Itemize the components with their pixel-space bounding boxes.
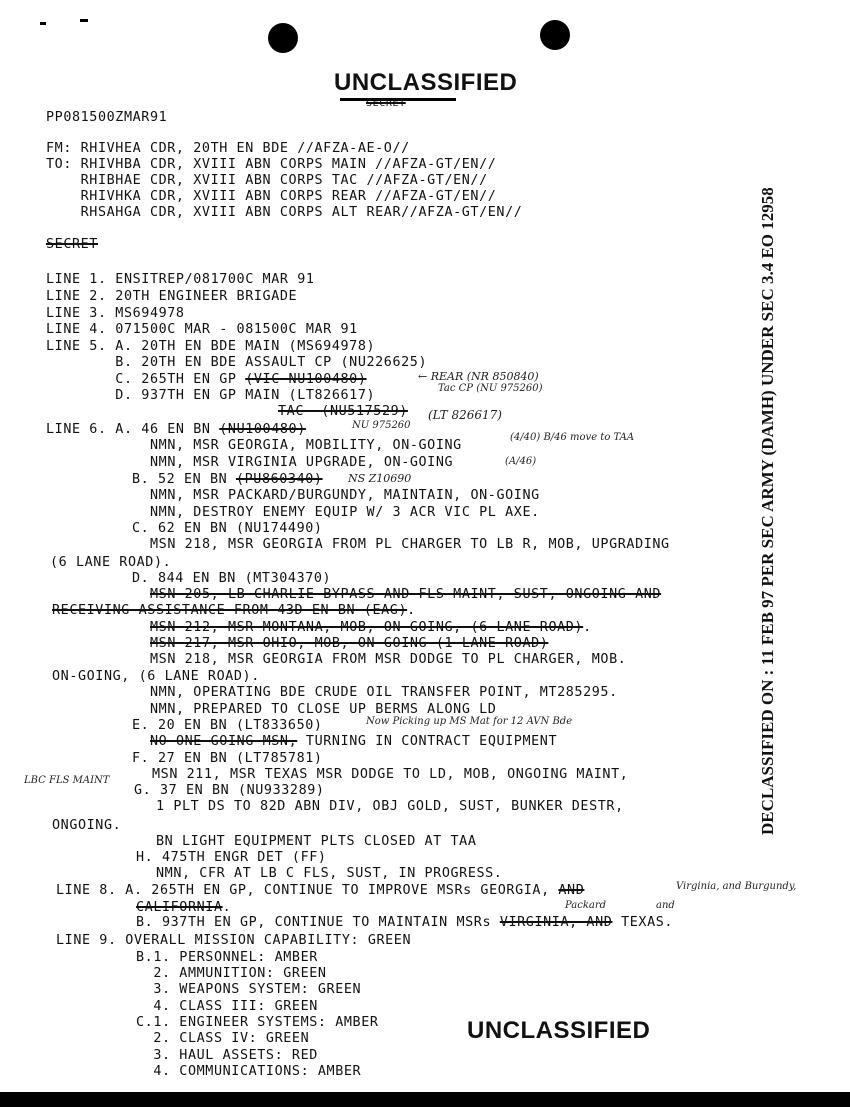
from-line: FM: RHIVHEA CDR, 20TH EN BDE //AFZA-AE-O// <box>46 141 410 156</box>
handwritten-note: NS Z10690 <box>348 472 412 485</box>
capability-item: 4. COMMUNICATIONS: AMBER <box>136 1064 362 1079</box>
line-6e-item: NO ONE GOING MSN, TURNING IN CONTRACT EQUIPMENT <box>150 734 558 749</box>
capability-item: B.1. PERSONNEL: AMBER <box>136 950 318 965</box>
handwritten-note: Tac CP (NU 975260) <box>438 383 543 394</box>
handwritten-note: (4/40) B/46 move to TAA <box>510 432 635 443</box>
line-6f: F. 27 EN BN (LT785781) <box>132 751 323 766</box>
line-6d-struck: RECEIVING ASSISTANCE FROM 43D EN BN (EAG). <box>52 603 416 618</box>
capability-item: 4. CLASS III: GREEN <box>136 999 318 1014</box>
line-6a-item: NMN, MSR GEORGIA, MOBILITY, ON-GOING <box>150 438 462 453</box>
line-6g-item: ONGOING. <box>52 818 122 833</box>
to-line: TO: RHIVHBA CDR, XVIII ABN CORPS MAIN //AFZA-GT/EN// <box>46 157 497 172</box>
line-6c: C. 62 EN BN (NU174490) <box>132 521 323 536</box>
capability-item: 2. AMMUNITION: GREEN <box>136 966 327 981</box>
struck-classification: SECRET <box>366 98 406 109</box>
capability-item: 3. WEAPONS SYSTEM: GREEN <box>136 982 362 997</box>
line-5c: C. 265TH EN GP (VIC NU100480) <box>46 372 367 387</box>
line-6g-item: 1 PLT DS TO 82D ABN DIV, OBJ GOLD, SUST, BUNKER DESTR, <box>156 799 624 814</box>
line-5a: LINE 5. A. 20TH EN BDE MAIN (MS694978) <box>46 339 376 354</box>
struck-tac-line: TAC (NU517529) <box>278 404 408 419</box>
line-6a-item: NMN, MSR VIRGINIA UPGRADE, ON-GOING <box>150 455 454 470</box>
line-5b: B. 20TH EN BDE ASSAULT CP (NU226625) <box>46 355 428 370</box>
struck-secret: SECRET <box>46 237 98 252</box>
handwritten-note: LBC FLS MAINT <box>24 775 110 786</box>
line-6d-struck: MSN 212, MSR MONTANA, MOB, ON-GOING, (6 LANE ROAD). <box>150 620 592 635</box>
line-2: LINE 2. 20TH ENGINEER BRIGADE <box>46 289 298 304</box>
scan-mark <box>80 19 88 22</box>
line-6g: G. 37 EN BN (NU933289) <box>134 783 325 798</box>
line-6d-item: MSN 218, MSR GEORGIA FROM MSR DODGE TO PL CHARGER, MOB. <box>150 652 627 667</box>
line-8a-cont: CALIFORNIA. <box>136 900 232 915</box>
handwritten-note: NU 975260 <box>352 420 411 431</box>
handwritten-note: (A/46) <box>505 456 537 467</box>
to-line: RHSAHGA CDR, XVIII ABN CORPS ALT REAR//AFZA-GT/EN// <box>46 205 523 220</box>
line-3: LINE 3. MS694978 <box>46 306 185 321</box>
scan-edge-bar <box>0 1092 850 1107</box>
line-6b: B. 52 EN BN (PU860340) <box>132 472 323 487</box>
classification-bottom: UNCLASSIFIED <box>467 1017 651 1044</box>
capability-item: 3. HAUL ASSETS: RED <box>136 1048 318 1063</box>
handwritten-note: Now Picking up MS Mat for 12 AVN Bde <box>366 716 573 727</box>
handwritten-note: Packard <box>565 900 607 911</box>
handwritten-note: (LT 826617) <box>428 408 502 422</box>
line-6c-item: MSN 218, MSR GEORGIA FROM PL CHARGER TO LB R, MOB, UPGRADING <box>150 537 670 552</box>
declassification-stamp: DECLASSIFIED ON : 11 FEB 97 PER SEC ARMY (DAMH) UNDER SEC 3.4 EO 12958 <box>758 187 777 835</box>
line-6h-item: NMN, CFR AT LB C FLS, SUST, IN PROGRESS. <box>156 866 503 881</box>
classification-top: UNCLASSIFIED <box>334 69 518 96</box>
line-6d-item: ON-GOING, (6 LANE ROAD). <box>52 669 260 684</box>
line-5d: D. 937TH EN GP MAIN (LT826617) <box>46 388 376 403</box>
line-6h: H. 475TH ENGR DET (FF) <box>136 850 327 865</box>
line-6d-struck: MSN 205, LB CHARLIE BYPASS AND FLS MAINT, SUST, ONGOING AND <box>150 587 662 602</box>
line-8a: LINE 8. A. 265TH EN GP, CONTINUE TO IMPROVE MSRs GEORGIA, AND <box>56 883 585 898</box>
line-6d-item: NMN, PREPARED TO CLOSE UP BERMS ALONG LD <box>150 702 497 717</box>
line-6b-item: NMN, MSR PACKARD/BURGUNDY, MAINTAIN, ON-GOING <box>150 488 540 503</box>
line-6e: E. 20 EN BN (LT833650) <box>132 718 323 733</box>
capability-item: 2. CLASS IV: GREEN <box>136 1031 310 1046</box>
line-6c-item: (6 LANE ROAD). <box>50 555 172 570</box>
handwritten-note: Virginia, and Burgundy, <box>676 881 797 892</box>
line-6b-item: NMN, DESTROY ENEMY EQUIP W/ 3 ACR VIC PL AXE. <box>150 505 540 520</box>
line-6g-item: BN LIGHT EQUIPMENT PLTS CLOSED AT TAA <box>156 834 477 849</box>
punch-hole-right <box>540 20 570 50</box>
date-time-group: PP081500ZMAR91 <box>46 110 168 125</box>
to-line: RHIVHKA CDR, XVIII ABN CORPS REAR //AFZA-GT/EN// <box>46 189 497 204</box>
line-8b: B. 937TH EN GP, CONTINUE TO MAINTAIN MSRs VIRGINIA, AND TEXAS. <box>136 915 674 930</box>
line-6d-item: NMN, OPERATING BDE CRUDE OIL TRANSFER POINT, MT285295. <box>150 685 618 700</box>
scan-mark <box>40 22 46 25</box>
line-6d: D. 844 EN BN (MT304370) <box>132 571 332 586</box>
capability-item: C.1. ENGINEER SYSTEMS: AMBER <box>136 1015 379 1030</box>
handwritten-note: ← REAR (NR 850840) <box>418 370 539 383</box>
line-6f-item: MSN 211, MSR TEXAS MSR DODGE TO LD, MOB, ONGOING MAINT, <box>152 767 629 782</box>
handwritten-note: and <box>656 900 675 911</box>
punch-hole-left <box>268 23 298 53</box>
to-line: RHIBHAE CDR, XVIII ABN CORPS TAC //AFZA-GT/EN// <box>46 173 488 188</box>
line-6a: LINE 6. A. 46 EN BN (NU100480) <box>46 422 306 437</box>
line-9: LINE 9. OVERALL MISSION CAPABILITY: GREEN <box>56 933 412 948</box>
line-4: LINE 4. 071500C MAR - 081500C MAR 91 <box>46 322 358 337</box>
line-1: LINE 1. ENSITREP/081700C MAR 91 <box>46 272 315 287</box>
line-6d-struck: MSN 217, MSR OHIO, MOB, ON GOING (1 LANE ROAD) <box>150 636 549 651</box>
